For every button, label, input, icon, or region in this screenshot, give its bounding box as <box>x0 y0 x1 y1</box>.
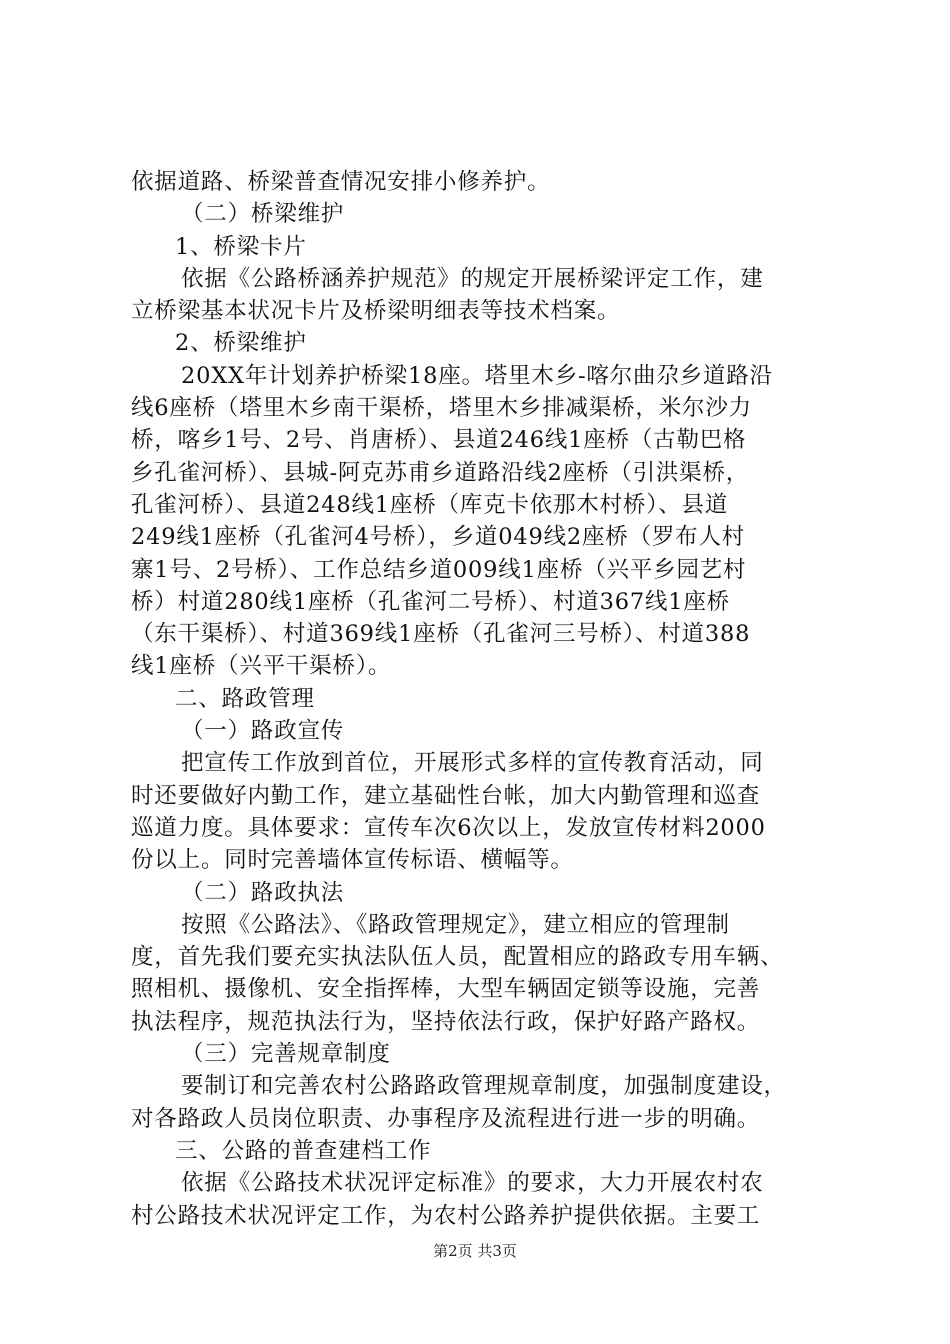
text-line: 线1座桥（兴平干渠桥）。 <box>131 653 392 680</box>
text-line: 乡孔雀河桥）、县城-阿克苏甫乡道路沿线2座桥（引洪渠桥， <box>131 459 750 486</box>
page-footer: 第2页 共3页 <box>433 1242 517 1260</box>
text-line: （一）路政宣传 <box>181 718 345 745</box>
text-line: 20XX年计划养护桥梁18座。塔里木乡-喀尔曲尕乡道路沿 <box>181 362 773 389</box>
text-line: 寨1号、2号桥）、工作总结乡道009线1座桥（兴平乡园艺村 <box>131 556 747 583</box>
text-line: 1、桥梁卡片 <box>175 233 307 260</box>
text-line: （三）完善规章制度 <box>181 1041 391 1068</box>
text-line: 要制订和完善农村公路路政管理规章制度，加强制度建设， <box>181 1073 787 1100</box>
text-line: 份以上。同时完善墙体宣传标语、横幅等。 <box>131 847 574 874</box>
text-line: 执法程序，规范执法行为，坚持依法行政，保护好路产路权。 <box>131 1008 761 1035</box>
text-line: 村公路技术状况评定工作，为农村公路养护提供依据。主要工 <box>131 1202 761 1229</box>
text-line: 孔雀河桥）、县道248线1座桥（库克卡依那木村桥）、县道 <box>131 491 729 518</box>
text-line: 照相机、摄像机、安全指挥棒，大型车辆固定锁等设施，完善 <box>131 976 761 1003</box>
text-line: 线6座桥（塔里木乡南干渠桥，塔里木乡排减渠桥，米尔沙力 <box>131 395 752 422</box>
document-body <box>131 166 831 1232</box>
text-line: 度，首先我们要充实执法队伍人员，配置相应的路政专用车辆、 <box>131 944 784 971</box>
text-line: 2、桥梁维护 <box>175 330 307 357</box>
text-line: 对各路政人员岗位职责、办事程序及流程进行进一步的明确。 <box>131 1105 761 1132</box>
text-line: 时还要做好内勤工作，建立基础性台帐，加大内勤管理和巡查 <box>131 782 761 809</box>
text-line: 把宣传工作放到首位，开展形式多样的宣传教育活动，同 <box>181 750 764 777</box>
text-line: （二）路政执法 <box>181 879 345 906</box>
text-line: 桥，喀乡1号、2号、肖唐桥）、县道246线1座桥（古勒巴格 <box>131 427 747 454</box>
text-line: （东干渠桥）、村道369线1座桥（孔雀河三号桥）、村道388 <box>131 621 751 648</box>
text-line: 249线1座桥（孔雀河4号桥），乡道049线2座桥（罗布人村 <box>131 524 746 551</box>
text-line: 桥）村道280线1座桥（孔雀河二号桥）、村道367线1座桥 <box>131 588 730 615</box>
text-line: 二、路政管理 <box>175 685 315 712</box>
text-line: 三、公路的普查建档工作 <box>175 1137 432 1164</box>
text-line: （二）桥梁维护 <box>181 201 345 228</box>
text-line: 巡道力度。具体要求：宣传车次6次以上，发放宣传材料2000 <box>131 814 766 841</box>
text-line: 按照《公路法》、《路政管理规定》，建立相应的管理制 <box>181 911 730 938</box>
text-line: 立桥梁基本状况卡片及桥梁明细表等技术档案。 <box>131 298 621 325</box>
text-line: 依据《公路桥涵养护规范》的规定开展桥梁评定工作，建 <box>181 265 764 292</box>
text-line: 依据《公路技术状况评定标准》的要求，大力开展农村农 <box>181 1170 764 1197</box>
text-line: 依据道路、桥梁普查情况安排小修养护。 <box>131 169 551 195</box>
